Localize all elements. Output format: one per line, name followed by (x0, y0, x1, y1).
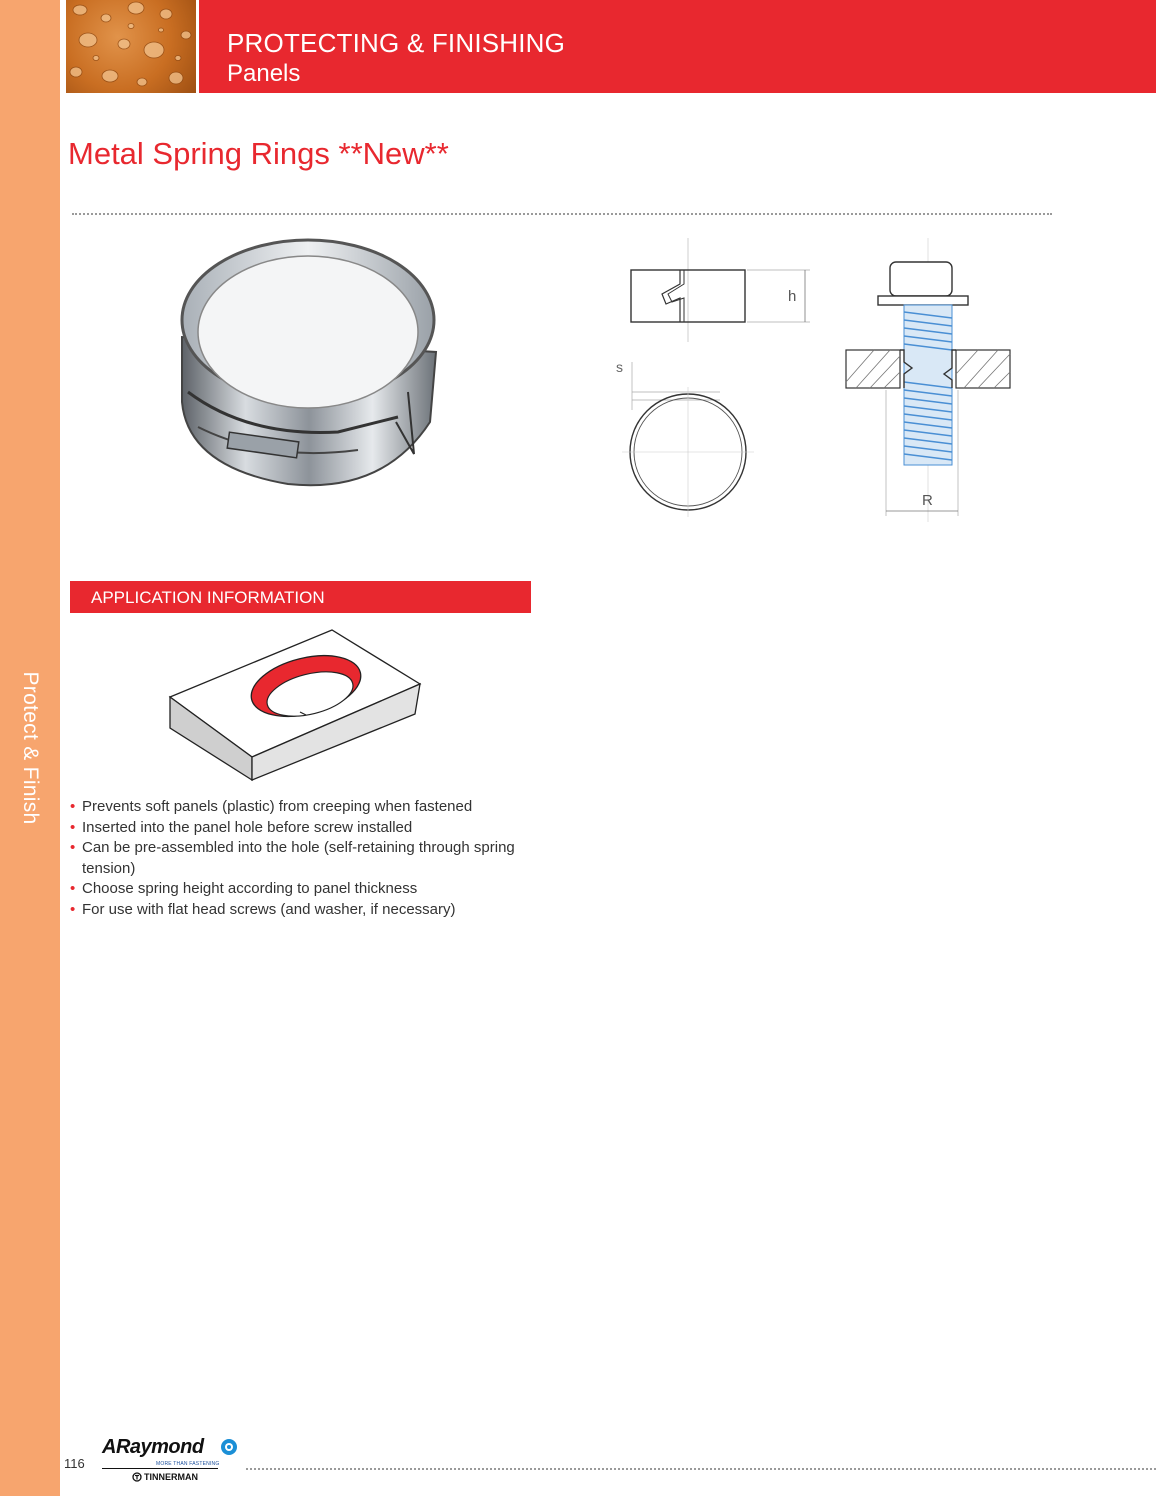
logo-wordmark: ARaymond (102, 1436, 204, 1458)
logo-swirl-icon (220, 1438, 238, 1456)
water-droplets-image (66, 0, 196, 93)
technical-drawings (600, 232, 1030, 532)
dimension-h: h (788, 288, 797, 305)
application-bullets (70, 797, 520, 920)
dimension-s: s (616, 359, 623, 375)
list-item: • For use with flat head screws (and washer, if necessary) (70, 900, 520, 921)
section-title: PROTECTING & FINISHING (227, 28, 566, 58)
footer-divider (246, 1468, 1156, 1470)
header-photo (66, 0, 196, 93)
logo-tagline: MORE THAN FASTENING (156, 1461, 220, 1467)
logo-divider (102, 1468, 218, 1469)
list-item: • Choose spring height according to panel thickness (70, 879, 520, 900)
application-info-header (70, 581, 531, 613)
application-illustration (160, 622, 430, 792)
page-number: 116 (64, 1456, 85, 1471)
page-title: Metal Spring Rings **New** (68, 136, 449, 171)
application-info-heading: APPLICATION INFORMATION (91, 588, 325, 607)
section-subtitle: Panels (227, 60, 301, 87)
side-tab-label: Protect & Finish (19, 671, 42, 825)
spring-ring-photo (168, 232, 458, 502)
list-item: • Inserted into the panel hole before screw installed (70, 818, 520, 839)
list-item: • Can be pre-assembled into the hole (self-retaining through spring tension) (70, 838, 520, 879)
araymond-logo (102, 1436, 242, 1486)
list-item: • Prevents soft panels (plastic) from creeping when fastened (70, 797, 520, 818)
logo-subbrand: TINNERMAN (144, 1472, 198, 1482)
dimension-r: R (922, 492, 933, 509)
header-bar (199, 0, 1156, 93)
divider (72, 213, 1052, 215)
tinnerman-icon (132, 1472, 142, 1482)
side-tab (0, 0, 60, 1496)
